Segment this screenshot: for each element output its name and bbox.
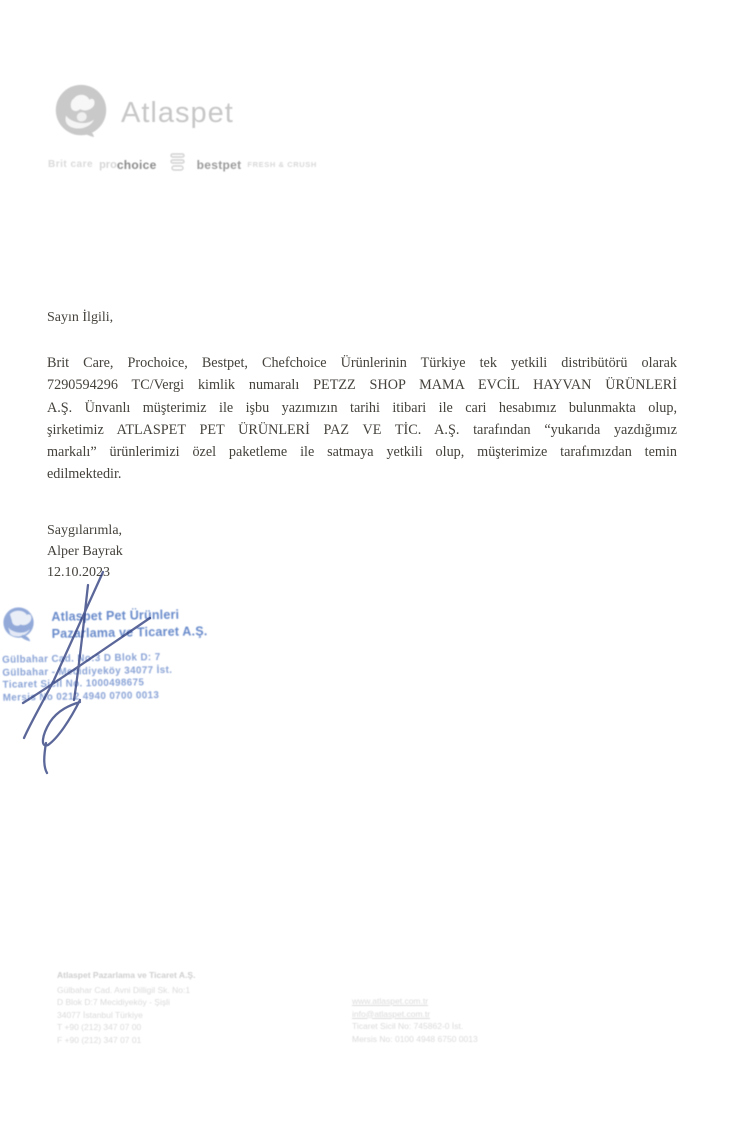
- company-stamp: [1, 598, 213, 705]
- stamp-address-line: Gülbahar Cad. No:3 D Blok D: 7: [2, 652, 161, 666]
- salutation: Sayın İlgili,: [47, 310, 114, 325]
- footer-company-name: Atlaspet Pazarlama ve Ticaret A.Ş.: [57, 970, 196, 980]
- brand-brit-care: Brit care: [48, 159, 94, 170]
- letterhead: [53, 82, 234, 145]
- brand-bestpet: bestpet: [196, 157, 242, 172]
- brand-prochoice-pro: pro: [99, 158, 117, 171]
- footer-website-link: www.atlaspet.com.tr: [352, 996, 429, 1006]
- body-line: Brit Care, Prochoice, Bestpet, Chefchoice Ürünlerinin Türkiye tek yetkili distribütörü olarak: [47, 355, 677, 371]
- atlaspet-logo-icon: [53, 82, 109, 145]
- closing-salute: Saygılarımla,: [47, 523, 123, 538]
- footer-contact-block: [352, 995, 478, 1045]
- body-line: A.Ş. Ünvanlı müşterimiz ile işbu yazımızın tarihi itibari ile cari hesabımız bulunmakta olup,: [47, 399, 677, 416]
- stamp-company-line1: Atlaspet Pet Ürünleri: [51, 607, 180, 624]
- footer-address-line: 34077 İstanbul Türkiye: [57, 1009, 143, 1020]
- footer-address-line: D Blok D:7 Mecidiyeköy - Şişli: [57, 997, 170, 1007]
- body-line: markalı” ürünlerimizi özel paketleme ile satmaya yetkili olup, müşterimize tarafımızdan temin: [47, 444, 677, 461]
- closing-block: [47, 521, 123, 583]
- signer-name: Alper Bayrak: [47, 543, 123, 559]
- body-line: edilmektedir.: [47, 466, 122, 483]
- footer-phone-line: T +90 (212) 347 07 00: [57, 1022, 142, 1032]
- brand-fresh-crush: FRESH & CRUSH: [247, 160, 317, 169]
- letter-body: [47, 352, 677, 486]
- stamp-address-line: Mersis No 0212 4940 0700 0013: [2, 689, 160, 704]
- body-line: 7290594296 TC/Vergi kimlik numaralı PETZZ SHOP MAMA EVCİL HAYVAN ÜRÜNLERİ: [47, 377, 677, 394]
- body-line: şirketimiz ATLASPET PET ÜRÜNLERİ PAZ VE TİC. A.Ş. tarafından “yukarıda yazdığımız: [47, 421, 677, 438]
- stamp-company-line2: Pazarlama ve Ticaret A.Ş.: [51, 624, 208, 641]
- footer-company-block: [57, 969, 195, 1046]
- footer-registry-line: Ticaret Sicil No: 745862-0 İst.: [352, 1021, 464, 1031]
- brand-prochoice-choice: choice: [116, 157, 157, 172]
- stamp-logo-icon: [1, 601, 38, 648]
- footer-fax-line: F +90 (212) 347 07 01: [57, 1034, 142, 1045]
- footer-mersis-line: Mersis No: 0100 4948 6750 0013: [352, 1033, 478, 1044]
- stamp-address-line: Gülbahar - Mecidiyeköy 34077 İst.: [2, 664, 173, 679]
- footer-address-line: Gülbahar Cad. Avni Dilligil Sk. No:1: [57, 984, 191, 995]
- atlaspet-logo-text: Atlaspet: [121, 97, 234, 129]
- footer-email-link: info@atlaspet.com.tr: [352, 1008, 431, 1019]
- brand-logos-row: [48, 151, 317, 178]
- stamp-address-line: Ticaret Sicil No. 1000498675: [2, 677, 145, 692]
- chefchoice-icon: [169, 151, 187, 178]
- letter-date: 12.10.2023: [47, 564, 110, 580]
